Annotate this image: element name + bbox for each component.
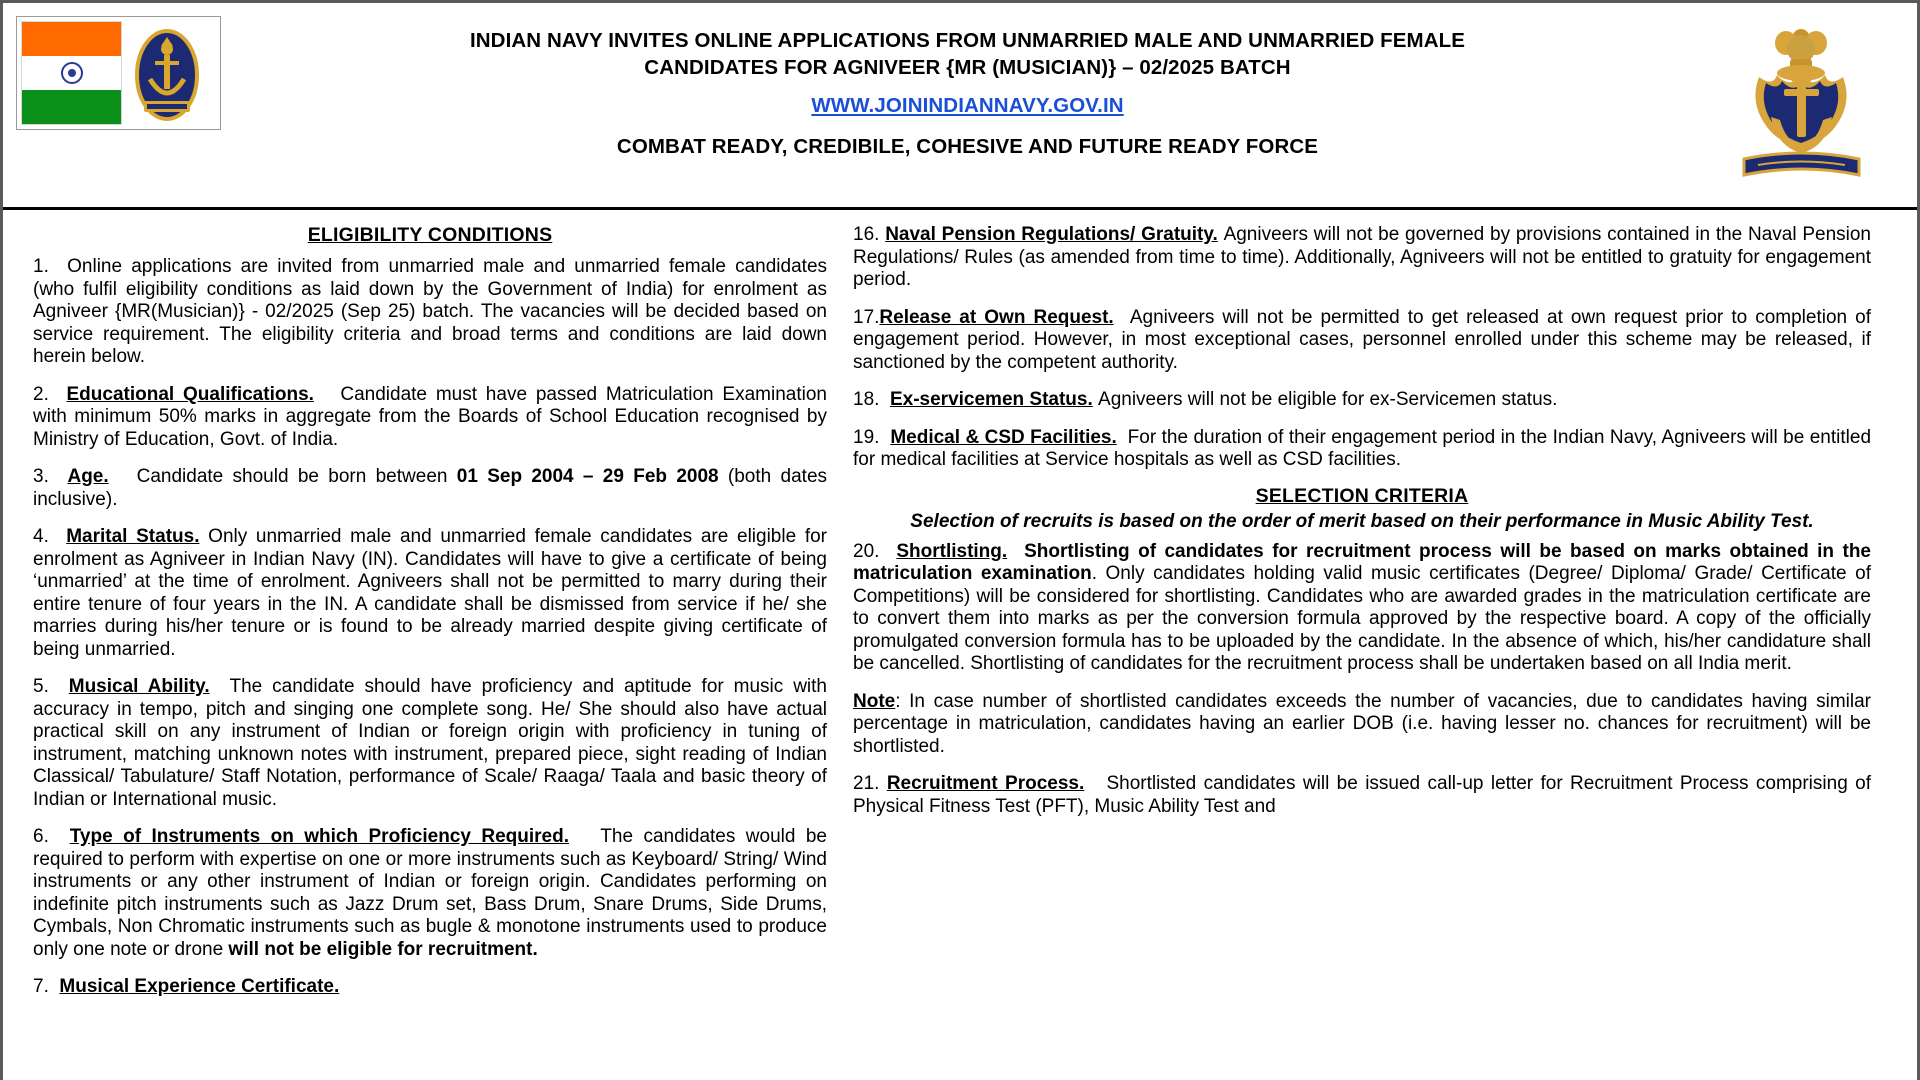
left-column: [17, 224, 843, 1080]
paragraph-1-text: Online applications are invited from unmarried male and unmarried female candidates (who fulfil eligibility conditions as laid down by the Government of India) for enrolment as Agniveer {MR(Musician)} - 02/2025 (Sep 25) batch. The vacancies will be decided based on service requirement. The eligibility criteria and broad terms and conditions are laid down herein below.: [33, 256, 828, 367]
paragraph-19-number: 19.: [853, 426, 880, 448]
navy-motto: COMBAT READY, CREDIBILE, COHESIVE AND FUTURE READY FORCE: [616, 135, 1319, 158]
paragraph-21: [853, 773, 1871, 818]
indian-navy-crest-icon: [1714, 19, 1889, 184]
paragraph-19: [853, 427, 1871, 472]
paragraph-6-number: 6.: [33, 826, 49, 847]
paragraph-3-title: Age.: [67, 466, 109, 487]
paragraph-16: [853, 224, 1871, 292]
paragraph-20-text: . Only candidates holding valid music certificates (Degree/ Diploma/ Grade/ Certificate of Competitions) will be considered for shortlisting. Candidates who are awarded grades in the matriculation certificate are to convert them into marks as per the conversion formula approved by the respective board. A copy of the officially promulgated conversion formula has to be uploaded by the candidate. In the absence of which, his/her candidature shall be cancelled. Shortlisting of candidates for the recruitment process shall be undertaken based on all India merit.: [853, 563, 1871, 674]
paragraph-17: [853, 307, 1871, 375]
paragraph-6-text: The candidates would be required to perform with expertise on one or more instruments such as Keyboard/ String/ Wind instruments or any other instrument of Indian or foreign origin. Candidates performing on indefinite pitch instruments such as Jazz Drum set, Bass Drum, Snare Drums, Side Drums, Cymbals, Non Chromatic instruments such as bugle & monotone instruments used to produce only one note or drone: [33, 826, 827, 960]
paragraph-21-number: 21.: [853, 773, 880, 794]
paragraph-16-number: 16.: [853, 224, 880, 245]
paragraph-21-text: Shortlisted candidates will be issued call-up letter for Recruitment Process comprising of Physical Fitness Test (PFT), Music Ability Test and: [853, 773, 1871, 817]
paragraph-20-number: 20.: [853, 540, 880, 562]
paragraph-5: [33, 676, 827, 811]
paragraph-18-title: Ex-servicemen Status.: [889, 389, 1093, 410]
paragraph-5-text: The candidate should have proficiency and aptitude for music with accuracy in tempo, pitch and singing one complete song. He/ She should also have actual practical skill on any instrument of Indian or foreign origin with proficiency in tuning of instrument, matching unknown notes with instrument, prepared piece, sight reading of Indian Classical/ Tabulature/ Staff Notation, performance of Scale/ Raaga/ Taala and basic theory of Indian or International music.: [33, 676, 828, 810]
paragraph-3-text-post: (both dates inclusive).: [33, 466, 828, 510]
note-text: : In case number of shortlisted candidates exceeds the number of vacancies, due to candidates having similar percentage in matriculation, candidates having an earlier DOB (i.e. having lesser no. chances for recruitment) will be shortlisted.: [853, 690, 1871, 757]
paragraph-5-title: Musical Ability.: [68, 676, 210, 697]
paragraph-16-title: Naval Pension Regulations/ Gratuity.: [885, 224, 1218, 245]
paragraph-1-number: 1.: [33, 256, 49, 277]
document-body: [3, 210, 1917, 1080]
paragraph-3-date-range: 01 Sep 2004 – 29 Feb 2008: [456, 466, 719, 487]
paragraph-20-title: Shortlisting.: [896, 540, 1008, 562]
paragraph-17-title: Release at Own Request.: [879, 306, 1114, 328]
selection-criteria-heading: SELECTION CRITERIA: [1255, 484, 1469, 507]
document-header: [3, 3, 1917, 210]
paragraph-2: [33, 384, 827, 452]
header-title-line-1: INDIAN NAVY INVITES ONLINE APPLICATIONS FROM UNMARRIED MALE AND UNMARRIED FEMALE: [469, 29, 1466, 52]
indian-navy-crest-icon-small: [130, 23, 204, 123]
eligibility-conditions-heading: ELIGIBILITY CONDITIONS: [307, 224, 553, 246]
paragraph-17-number: 17.: [853, 306, 880, 328]
paragraph-20: [853, 541, 1871, 676]
paragraph-18-number: 18.: [853, 389, 880, 410]
paragraph-6: [33, 826, 827, 961]
paragraph-5-number: 5.: [33, 676, 49, 697]
paragraph-21-title: Recruitment Process.: [886, 773, 1085, 794]
header-title-line-2: CANDIDATES FOR AGNIVEER {MR (MUSICIAN)} – 02/2025 BATCH: [644, 56, 1291, 79]
right-column: [843, 224, 1895, 1080]
paragraph-4: [33, 526, 827, 661]
paragraph-18: [853, 389, 1871, 412]
paragraph-17-text: Agniveers will not be permitted to get released at own request prior to completion of engagement period. However, in most exceptional cases, personnel enrolled under this scheme may be released, if sanctioned by the competent authority.: [853, 306, 1871, 373]
paragraph-2-text: Candidate must have passed Matriculation Examination with minimum 50% marks in aggregate from the Boards of School Education recognised by Ministry of Education, Govt. of India.: [33, 383, 827, 450]
paragraph-20-bold-text: Shortlisting of candidates for recruitment process will be based on marks obtained in the matriculation examination: [853, 540, 1871, 584]
note-label: Note: [853, 690, 896, 712]
paragraph-18-text: Agniveers will not be eligible for ex-Servicemen status.: [1098, 389, 1558, 410]
paragraph-6-bold-text: will not be eligible for recruitment.: [228, 938, 538, 960]
paragraph-19-text: For the duration of their engagement period in the Indian Navy, Agniveers will be entitled for medical facilities at Service hospitals as well as CSD facilities.: [853, 426, 1872, 470]
flag-and-crest-box: [16, 16, 221, 130]
header-title-block: [221, 3, 1714, 159]
paragraph-4-title: Marital Status.: [66, 526, 200, 547]
india-flag-icon: [21, 21, 122, 125]
paragraph-6-title: Type of Instruments on which Proficiency Required.: [69, 826, 569, 847]
shortlisting-note: [853, 691, 1871, 759]
paragraph-2-title: Educational Qualifications.: [66, 383, 314, 405]
paragraph-16-text: Agniveers will not be governed by provisions contained in the Naval Pension Regulations/ Rules (as amended from time to time). Additionally, Agniveers will not be entitled to gratuity for engagement period.: [853, 224, 1871, 290]
paragraph-3-number: 3.: [33, 466, 49, 487]
paragraph-7-title: Musical Experience Certificate.: [59, 976, 340, 997]
selection-criteria-subtitle: Selection of recruits is based on the order of merit based on their performance in Music Ability Test.: [910, 510, 1814, 532]
paragraph-3: [33, 466, 827, 511]
paragraph-7-number: 7.: [33, 976, 49, 997]
paragraph-3-text-pre: Candidate should be born between: [136, 466, 457, 487]
official-website-link[interactable]: WWW.JOININDIANNAVY.GOV.IN: [811, 94, 1124, 117]
ashoka-chakra-icon: [61, 62, 83, 84]
paragraph-7: [33, 976, 827, 999]
paragraph-1: [33, 256, 827, 369]
paragraph-4-number: 4.: [33, 526, 49, 547]
paragraph-4-text: Only unmarried male and unmarried female candidates are eligible for enrolment as Agniveer in Indian Navy (IN). Candidates will have to give a certificate of being ‘unmarried’ at the time of enrolment. Agniveers shall not be permitted to marry during their entire tenure of four years in the IN. A candidate shall be dismissed from service if he/ she marries during his/her tenure or is found to be already married despite giving certificate of being unmarried.: [33, 526, 828, 660]
paragraph-19-title: Medical & CSD Facilities.: [890, 426, 1117, 448]
paragraph-2-number: 2.: [33, 383, 49, 405]
